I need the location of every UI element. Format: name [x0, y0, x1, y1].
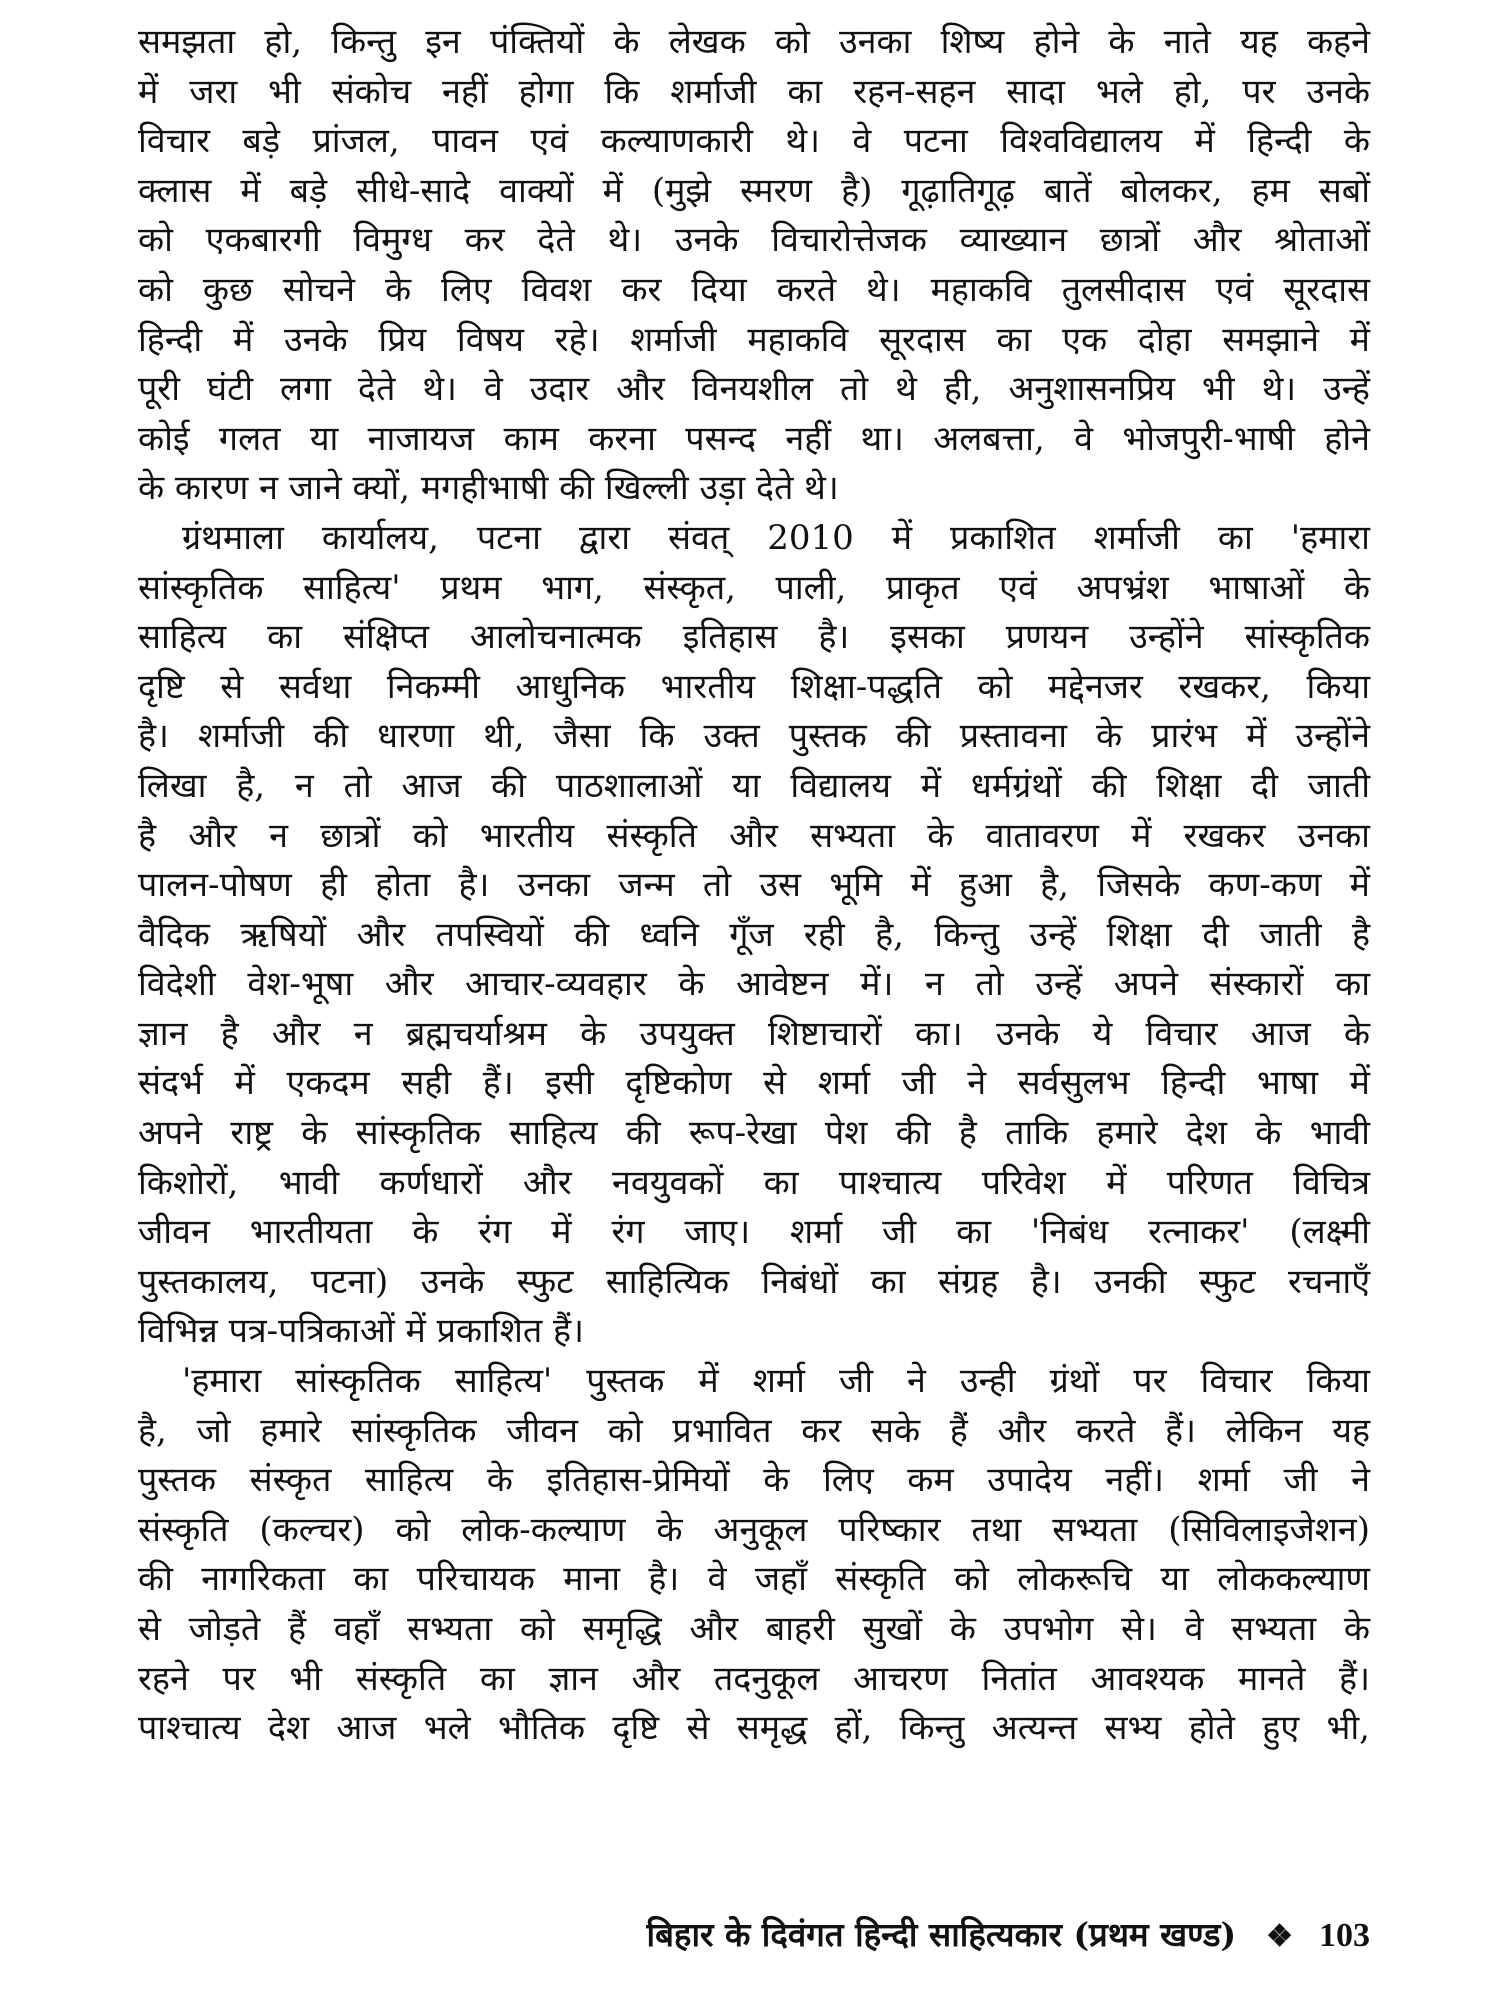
text-line: अपने राष्ट्र के सांस्कृतिक साहित्य की रूप-रेखा पेश की है ताकि हमारे देश के भावी: [138, 1113, 1370, 1154]
page-number: 103: [1319, 1917, 1370, 1954]
text-line: है, जो हमारे सांस्कृतिक जीवन को प्रभावित कर सके हैं और करते हैं। लेकिन यह: [138, 1410, 1370, 1451]
text-line: साहित्य का संक्षिप्त आलोचनात्मक इतिहास है। इसका प्रणयन उन्होंने सांस्कृतिक: [138, 617, 1370, 658]
text-line: से जोड़ते हैं वहाँ सभ्यता को समृद्धि और बाहरी सुखों के उपभोग से। वे सभ्यता के: [138, 1609, 1370, 1649]
text-line: विभिन्न पत्र-पत्रिकाओं में प्रकाशित हैं।: [138, 1311, 584, 1352]
text-line: ग्रंथमाला कार्यालय, पटना द्वारा संवत् 2010 में प्रकाशित शर्माजी का 'हमारा: [182, 517, 1370, 558]
text-line: पुस्तकालय, पटना) उनके स्फुट साहित्यिक निबंधों का संग्रह है। उनकी स्फुट रचनाएँ: [138, 1261, 1370, 1302]
text-line: कोई गलत या नाजायज काम करना पसन्द नहीं था। अलबत्ता, वे भोजपुरी-भाषी होने: [138, 418, 1370, 459]
text-line: हिन्दी में उनके प्रिय विषय रहे। शर्माजी महाकवि सूरदास का एक दोहा समझाने में: [138, 319, 1370, 360]
text-line: विदेशी वेश-भूषा और आचार-व्यवहार के आवेष्टन में। न तो उन्हें अपने संस्कारों का: [138, 964, 1370, 1005]
text-line: 'हमारा सांस्कृतिक साहित्य' पुस्तक में शर्मा जी ने उन्ही ग्रंथों पर विचार किया: [182, 1361, 1370, 1402]
book-title: बिहार के दिवंगत हिन्दी साहित्यकार (प्रथम खण्ड): [646, 1915, 1237, 1954]
ornament-icon: ❖: [1266, 1919, 1293, 1954]
text-line: लिखा है, न तो आज की पाठशालाओं या विद्यालय में धर्मग्रंथों की शिक्षा दी जाती: [138, 765, 1370, 806]
page-footer: [647, 1911, 1370, 1956]
page-body: [138, 18, 1370, 1754]
text-line: को कुछ सोचने के लिए विवश कर दिया करते थे। महाकवि तुलसीदास एवं सूरदास: [138, 269, 1370, 310]
text-line: क्लास में बड़े सीधे-सादे वाक्यों में (मुझे स्मरण है) गूढ़ातिगूढ़ बातें बोलकर, हम सबों: [138, 170, 1370, 211]
text-line: वैदिक ऋषियों और तपस्वियों की ध्वनि गूँज रही है, किन्तु उन्हें शिक्षा दी जाती है: [138, 914, 1370, 955]
text-line: ज्ञान है और न ब्रह्मचर्याश्रम के उपयुक्त शिष्टाचारों का। उनके ये विचार आज के: [138, 1013, 1370, 1054]
text-line: विचार बड़े प्रांजल, पावन एवं कल्याणकारी थे। वे पटना विश्वविद्यालय में हिन्दी के: [138, 121, 1370, 162]
text-line: किशोरों, भावी कर्णधारों और नवयुवकों का पाश्चात्य परिवेश में परिणत विचित्र: [138, 1162, 1370, 1203]
text-line: को एकबारगी विमुग्ध कर देते थे। उनके विचारोत्तेजक व्याख्यान छात्रों और श्रोताओं: [138, 220, 1370, 261]
text-line: दृष्टि से सर्वथा निकम्मी आधुनिक भारतीय शिक्षा-पद्धति को मद्देनजर रखकर, किया: [138, 666, 1370, 707]
text-line: है और न छात्रों को भारतीय संस्कृति और सभ्यता के वातावरण में रखकर उनका: [138, 815, 1370, 856]
text-line: जीवन भारतीयता के रंग में रंग जाए। शर्मा जी का 'निबंध रत्नाकर' (लक्ष्मी: [138, 1212, 1370, 1253]
text-line: पूरी घंटी लगा देते थे। वे उदार और विनयशील तो थे ही, अनुशासनप्रिय भी थे। उन्हें: [138, 369, 1370, 410]
text-line: पालन-पोषण ही होता है। उनका जन्म तो उस भूमि में हुआ है, जिसके कण-कण में: [138, 865, 1370, 906]
text-line: में जरा भी संकोच नहीं होगा कि शर्माजी का रहन-सहन सादा भले हो, पर उनके: [138, 71, 1370, 112]
text-line: की नागरिकता का परिचायक माना है। वे जहाँ संस्कृति को लोकरूचि या लोककल्याण: [138, 1559, 1370, 1600]
text-line: समझता हो, किन्तु इन पंक्तियों के लेखक को उनका शिष्य होने के नाते यह कहने: [138, 22, 1370, 62]
text-line: के कारण न जाने क्यों, मगहीभाषी की खिल्ली उड़ा देते थे।: [138, 468, 839, 509]
text-line: संस्कृति (कल्चर) को लोक-कल्याण के अनुकूल परिष्कार तथा सभ्यता (सिविलाइजेशन): [138, 1509, 1370, 1550]
text-line: है। शर्माजी की धारणा थी, जैसा कि उक्त पुस्तक की प्रस्तावना के प्रारंभ में उन्होंने: [138, 716, 1370, 757]
text-line: पुस्तक संस्कृत साहित्य के इतिहास-प्रेमियों के लिए कम उपादेय नहीं। शर्मा जी ने: [138, 1460, 1370, 1501]
text-line: रहने पर भी संस्कृति का ज्ञान और तदनुकूल आचरण नितांत आवश्यक मानते हैं।: [138, 1658, 1370, 1699]
text-line: पाश्चात्य देश आज भले भौतिक दृष्टि से समृद्ध हों, किन्तु अत्यन्त सभ्य होते हुए भी,: [138, 1708, 1370, 1749]
text-line: सांस्कृतिक साहित्य' प्रथम भाग, संस्कृत, पाली, प्राकृत एवं अपभ्रंश भाषाओं के: [138, 567, 1370, 608]
text-line: संदर्भ में एकदम सही हैं। इसी दृष्टिकोण से शर्मा जी ने सर्वसुलभ हिन्दी भाषा में: [138, 1063, 1370, 1104]
